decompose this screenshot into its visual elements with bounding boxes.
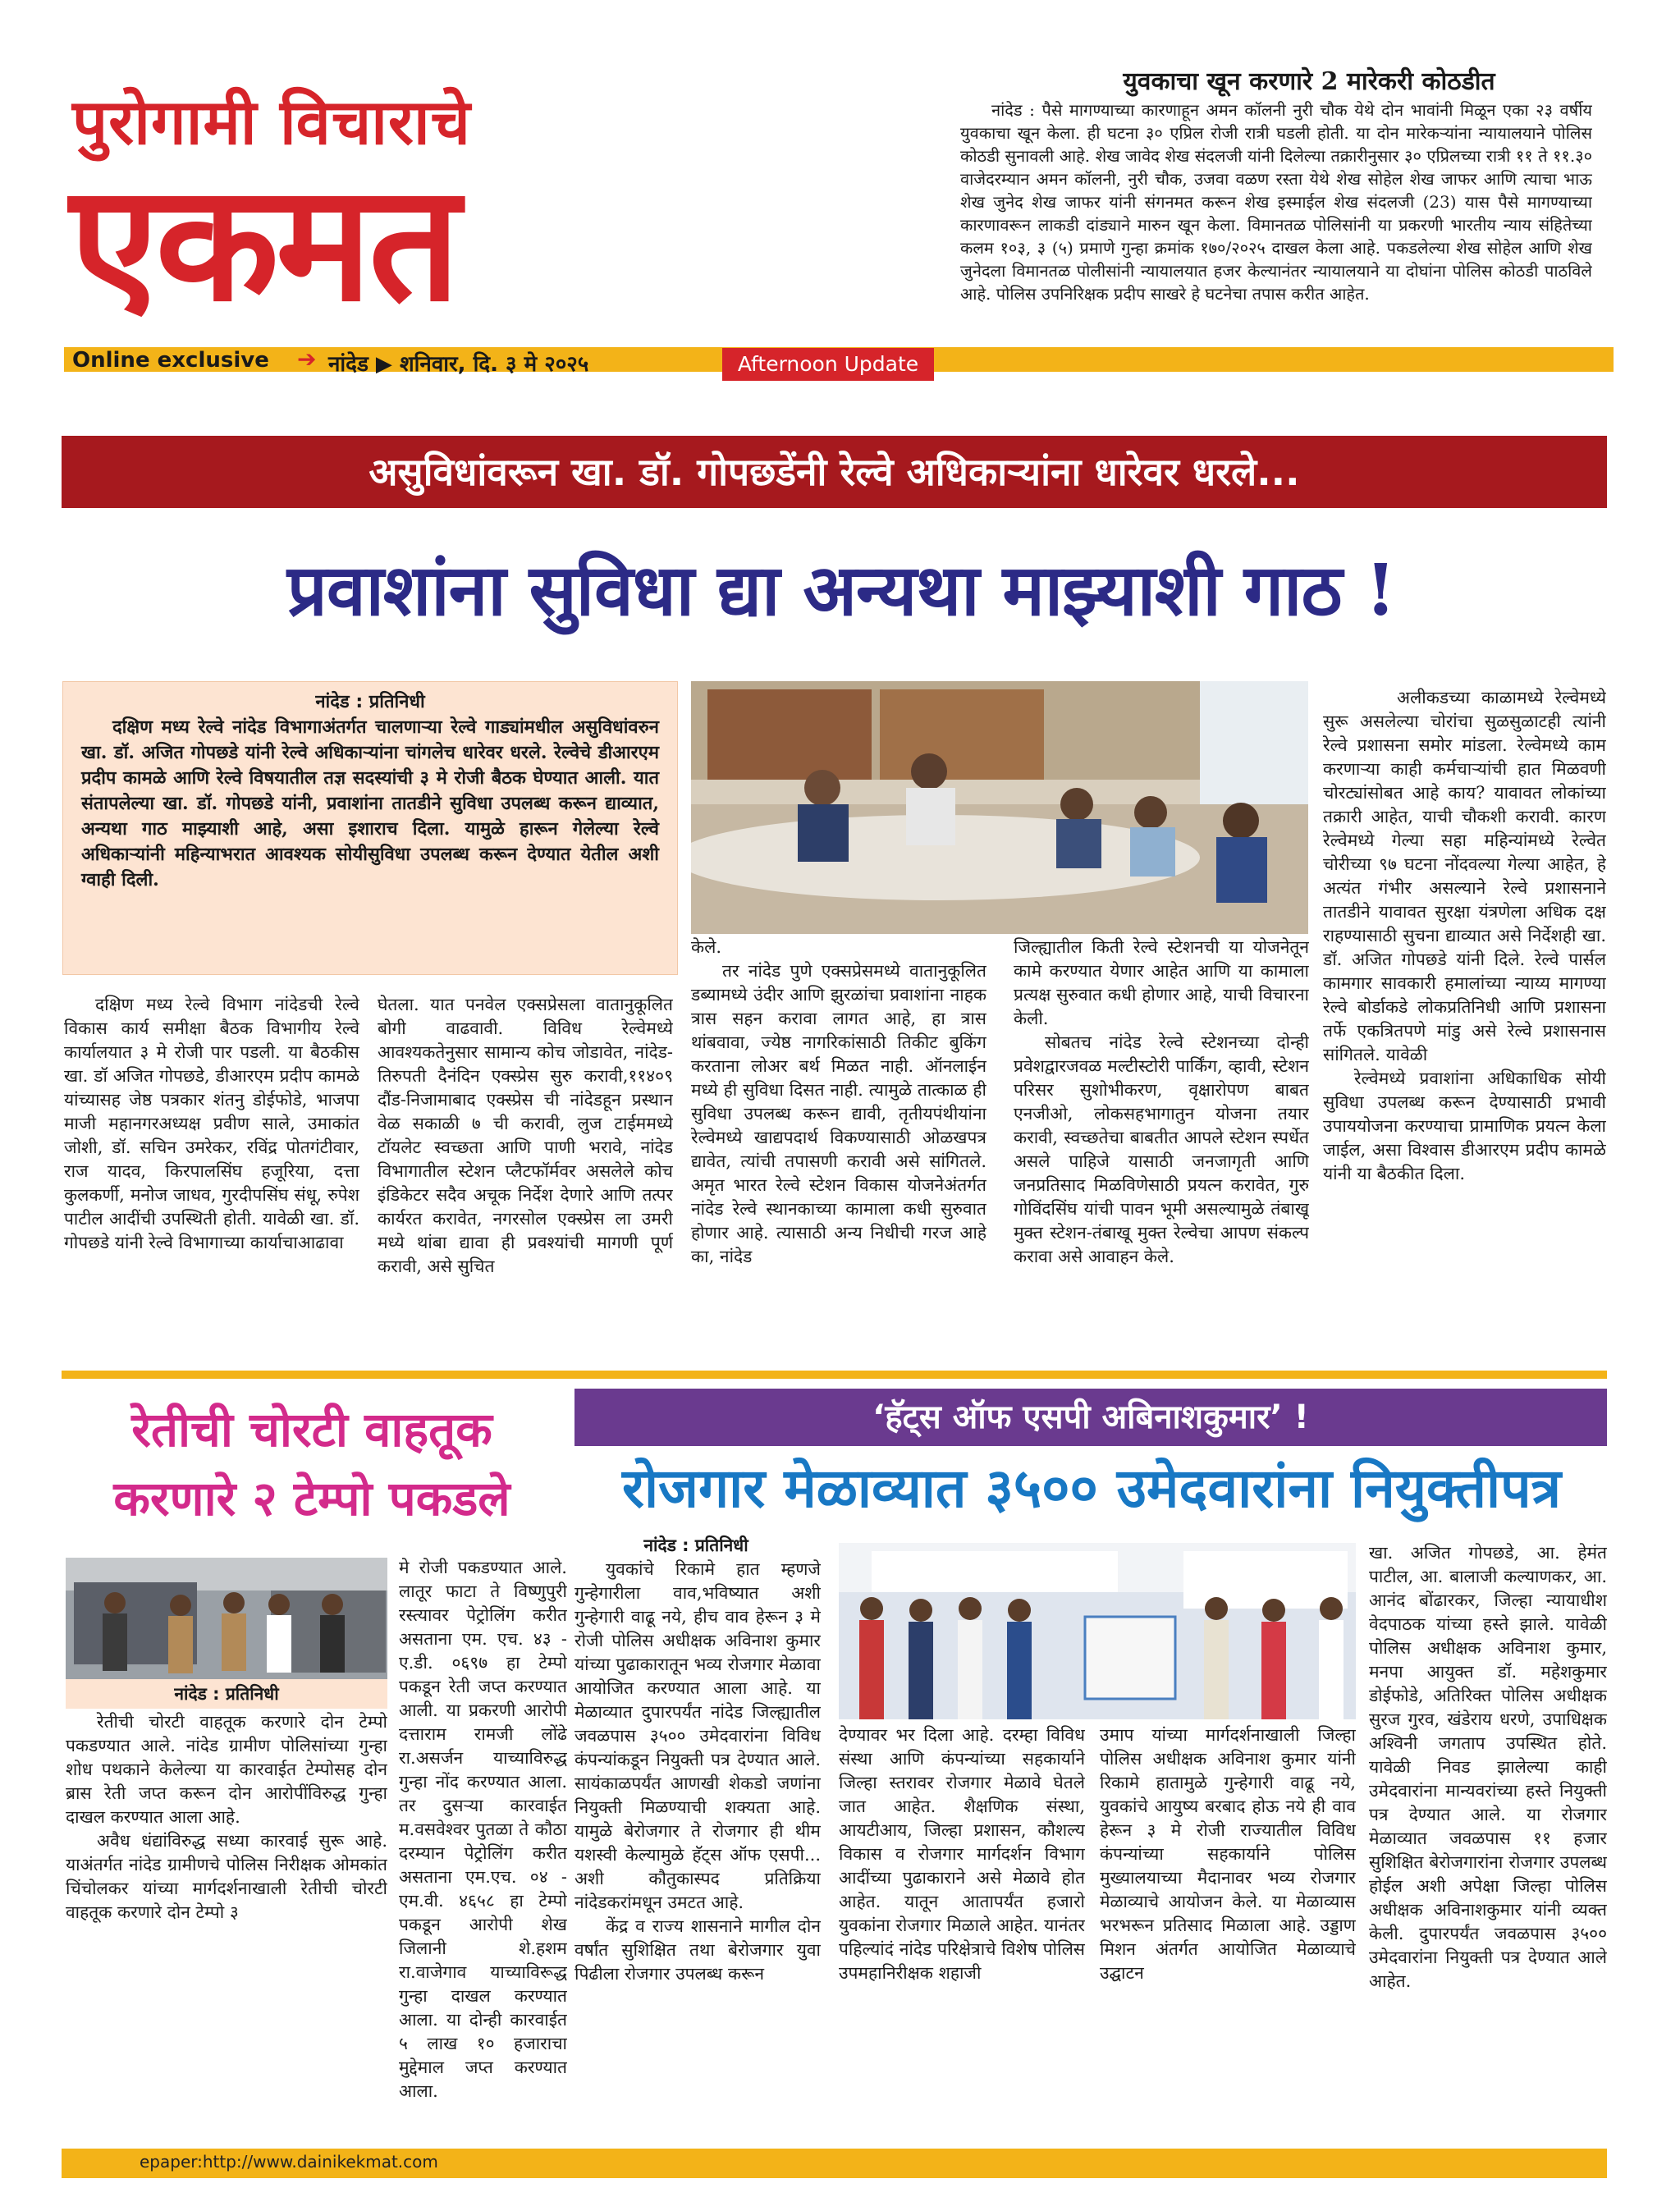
- main-col5: अलीकडच्या काळामध्ये रेल्वेमध्ये सुरू असलेल्या चोरांचा सुळसुळाटही त्यांनी रेल्वे प्रशासना समोर मांडला. रेल्वेमध्ये काम करणाऱ्या काही कर्मचाऱ्यांची हात मिळवणी चोरट्यांसोबत आहे काय? यावावत लोकांच्या तक्रारी आहेत, याची चौकशी करावी. कारण रेल्वेमध्ये गेल्या सहा महिन्यांमध्ये रेल्वेत चोरीच्या ९७ घटना नोंदवल्या गेल्या आहेत, हे अत्यंत गंभीर असल्याने रेल्वे प्रशासनाने तातडीने यावावत सुरक्षा यंत्रणेला अधिक दक्ष राहण्यासाठी सुचना द्याव्यात असे निर्देशही खा. डॉ. अजित गोपछडे यांनी दिले. रेल्वे पार्सल कामगार सावकारी हमालांच्या न्याय्य मागण्या रेल्वे बोर्डाकडे लोकप्रतिनिधी आणि प्रशासना तर्फे एकत्रितपणे मांडु असे रेल्वे प्रशासनास सांगितले. यावेळी रेल्वेमध्ये प्रवाशांना अधिकाधिक सोयी सुविधा उपलब्ध करून देण्यासाठी प्रभावी उपाययोजना करण्याचा प्रामाणिक प्रयत्न केला जाईल, असा विश्वास डीआरएम प्रदीप कामळे यांनी या बैठकीत दिला.: [1323, 688, 1606, 1183]
- main-headline: प्रवाशांना सुविधा द्या अन्यथा माझ्याशी गाठ !: [286, 549, 1396, 632]
- job-fair-photo: [839, 1543, 1356, 1719]
- sand-col2: मे रोजी पकडण्यात आले. लातूर फाटा ते विष्णुपुरी रस्त्यावर पेट्रोलिंग करीत असताना एम. एच. ४३ - ए.डी. ०६९७ हा टेम्पो पकडून रेती जप्त करण्यात आली. या प्रकरणी आरोपी दत्ताराम रामजी लोंढे रा.असर्जन याच्याविरुद्ध गुन्हा नोंद करण्यात आला. तर दुसऱ्या कारवाईत म.वसवेश्वर पुतळा ते कौठा दरम्यान पेट्रोलिंग करीत असताना एम.एच. ०४ - एम.वी. ४६५८ हा टेम्पो पकडून आरोपी शेख जिलानी शे.हशम रा.वाजेगाव याच्याविरूद्ध गुन्हा दाखल करण्यात आला. या दोन्ही कारवाईत ५ लाख १० हजाराचा मुद्देमाल जप्त करण्यात आला.: [399, 1558, 567, 2101]
- tempo-photo: [66, 1558, 387, 1679]
- masthead-title: एकमत: [70, 149, 457, 337]
- afternoon-update-badge: Afternoon Update: [722, 348, 934, 381]
- main-col3: केले. तर नांदेड पुणे एक्सप्रेसमध्ये वातानुकूलित डब्यामध्ये उंदीर आणि झुरळांचा प्रवाशांना नाहक त्रास सहन करावा लागत आहे, हा त्रास थांबवावा, ज्येष्ठ नागरिकांसाठी तिकीट बुकिंग करताना लोअर बर्थ मिळत नाही. ऑनलाईन मध्ये ही सुविधा दिसत नाही. त्यामुळे तात्काळ ही सुविधा उपलब्ध करून द्यावी, तृतीयपंथीयांना रेल्वेमध्ये खाद्यपदार्थ विकण्यासाठी ओळखपत्र द्यावेत, त्यांची तपासणी करावी असे सांगितले. अमृत भारत रेल्वे स्टेशन विकास योजनेअंतर्गत नांदेड रेल्वे स्थानकाच्या कामाला कधी सुरुवात होणार आहे. त्यासाठी अन्य निधीची गरज आहे का, नांदेड: [691, 937, 986, 1266]
- job-col4: खा. अजित गोपछडे, आ. हेमंत पाटील, आ. बालाजी कल्याणकर, आ. आनंद बोंढारकर, जिल्हा न्यायाधीश वेदपाठक यांच्या हस्ते झाले. यावेळी पोलिस अधीक्षक अविनाश कुमार, मनपा आयुक्त डॉ. महेशकुमार डोईफोडे, अतिरिक्त पोलिस अधीक्षक सुरज गुरव, खंडेराय धरणे, उपाधिक्षक अश्विनी जगताप उपस्थित होते. यावेळी निवड झालेल्या काही उमेदवारांना मान्यवरांच्या हस्ते नियुक्ती पत्र देण्यात आले. या रोजगार मेळाव्यात जवळपास ११ हजार सुशिक्षित बेरोजगारांना रोजगार उपलब्ध होईल अशी अपेक्षा जिल्हा पोलिस अधीक्षक अविनाशकुमार यांनी व्यक्त केली. दुपारपर्यंत जवळपास ३५०० उमेदवारांना नियुक्ती पत्र देण्यात आले आहेत.: [1369, 1543, 1607, 1991]
- sand-col1: रेतीची चोरटी वाहतूक करणारे दोन टेम्पो पकडण्यात आले. नांदेड ग्रामीण पोलिसांच्या गुन्हा शोध पथकाने केलेल्या या कारवाईत टेम्पोसह दोन ब्रास रेती जप्त करून दोन आरोपींविरुद्ध गुन्हा दाखल करण्यात आला आहे. अवैध धंद्यांविरुद्ध सध्या कारवाई सुरू आहे. याअंतर्गत नांदेड ग्रामीणचे पोलिस निरीक्षक ओमकांत चिंचोलकर यांच्या मार्गदर्शनाखाली रेतीची चोरटी वाहतूक करणारे दोन टेम्पो ३: [66, 1712, 387, 1922]
- dateline: नांदेड ▶ शनिवार, दि. ३ मे २०२५: [328, 352, 589, 377]
- main-col2: घेतला. यात पनवेल एक्सप्रेसला वातानुकूलित बोगी वाढवावी. विविध रेल्वेमध्ये आवश्यकतेनुसार सामान्य कोच जोडावेत, नांदेड- तिरुपती दैनंदिन एक्स्प्रेस सुरु करावी,११४०९ दौंड-निजामाबाद एक्स्प्रेस ची नांदेडहून प्रस्थान वेळ सकाळी ७ ची करावी, लुज टाईममध्ये टॉयलेट स्वच्छता आणि पाणी भरावे, नांदेड विभागातील स्टेशन प्लैटफॉर्मवर असलेले कोच इंडिकेटर सदैव अचूक निर्देश देणारे आणि तत्पर कार्यरत करावेत, नगरसोल एक्स्प्रेस ला उमरी मध्ये थांबा द्यावा ही प्रवश्यांची मागणी पूर्ण करावी, असे सुचित: [378, 995, 673, 1276]
- main-col4: जिल्ह्यातील किती रेल्वे स्टेशनची या योजनेतून कामे करण्यात येणार आहेत आणि या कामाला प्रत्यक्ष सुरुवात कधी होणार आहे, याची विचारना केली. सोबतच नांदेड रेल्वे स्टेशनच्या दोन्ही प्रवेशद्वारजवळ मल्टीस्टोरी पार्किंग, व्हावी, स्टेशन परिसर सुशोभीकरण, वृक्षारोपण बाबत एनजीओ, लोकसहभागातुन योजना तयार करावी, स्वच्छतेचा बाबतीत आपले स्टेशन स्पर्धेत असले पाहिजे यासाठी जनजागृती आणि जनप्रतिसाद मिळविणेसाठी प्रयत्न करावेत, गुरु गोविंदसिंघ यांची पावन भूमी असल्यामुळे तंबाखू मुक्त स्टेशन-तंबाखू मुक्त रेल्वेचा आपण संकल्प करावा असे आवाहन केले.: [1014, 937, 1309, 1266]
- sand-headline: [62, 1395, 562, 1533]
- lead-dateline: नांदेड : प्रतिनिधी: [315, 692, 425, 712]
- job-col2: देण्यावर भर दिला आहे. दरम्हा विविध संस्था आणि कंपन्यांच्या सहकार्याने जिल्हा स्तरावर रोजगार मेळावे घेतले जात आहेत. शैक्षणिक संस्था, आयटीआय, जिल्हा प्रशासन, कौशल्य विकास व रोजगार मार्गदर्शन विभाग आदींच्या पुढाकाराने असे मेळावे होत आहेत. यातून आतापर्यंत हजारो युवकांना रोजगार मिळाले आहेत. यानंतर पहिल्यांदं नांदेड परिक्षेत्राचे विशेष पोलिस उपमहानिरीक्षक शहाजी: [839, 1725, 1085, 1983]
- sp-band: ‘हॅट्स ऑफ एसपी अबिनाशकुमार’ !: [574, 1389, 1607, 1446]
- job-fair-headline: रोजगार मेळाव्यात ३५०० उमेदवारांना नियुक्तीपत्र: [621, 1456, 1562, 1520]
- brief-body: नांदेड : पैसे मागण्याच्या कारणाहून अमन कॉलनी नुरी चौक येथे दोन भावांनी मिळून एका २३ वर्षीय युवकाचा खून केला. ही घटना ३० एप्रिल रोजी रात्री घडली होती. या दोन मारेकऱ्यांना न्यायालयाने पोलिस कोठडी सुनावली आहे. शेख जावेद शेख संदलजी यांनी दिलेल्या तक्रारीनुसार ३० एप्रिलच्या रात्री ११ ते ११.३० वाजेदरम्यान अमन कॉलनी, नुरी चौक, उजवा वळण रस्ता येथे शेख सोहेल शेख जाफर आणि त्याचा भाऊ शेख जुनेद शेख जाफर यांनी संगनमत करून शेख इस्माईल शेख संदलजी (23) यास पैसे मागण्याच्या कारणावरून लाकडी दांड्याने मारुन खून केला. विमानतळ पोलिसांनी या प्रकरणी भारतीय न्याय संहितेच्या कलम १०३, ३ (५) प्रमाणे गुन्हा क्रमांक १७०/२०२५ दाखल केला आहे. पकडलेल्या शेख सोहेल आणि शेख जुनेदला विमानतळ पोलीसांनी न्यायालयात हजर केल्यानंतर न्यायालयाने या दोघांना पोलिस कोठडी पाठविले आहे. पोलिस उपनिरिक्षक प्रदीप साखरे हे घटनेचा तपास करीत आहेत.: [960, 100, 1592, 304]
- sand-dateline: नांदेड : प्रतिनिधी: [66, 1679, 387, 1709]
- arrow-icon: ➔: [297, 346, 317, 373]
- lead-text: दक्षिण मध्य रेल्वे नांदेड विभागाअंतर्गत चालणाऱ्या रेल्वे गाड्यांमधील असुविधांवरुन खा. डॉ. अजित गोपछडे यांनी रेल्वे अधिकाऱ्यांना चांगलेच धारेवर धरले. रेल्वेचे डीआरएम प्रदीप कामळे आणि रेल्वे विषयातील तज्ञ सदस्यांची ३ मे रोजी बैठक घेण्यात आली. यात संतापलेल्या खा. डॉ. गोपछडे यांनी, प्रवाशांना तातडीने सुविधा उपलब्ध करून द्याव्यात, अन्यथा गाठ माझ्याशी आहे, असा इशाराच दिला. यामुळे हारून गेलेल्या रेल्वे अधिकाऱ्यांनी महिन्याभरात आवश्यक सोयीसुविधा उपलब्ध करून देण्यात येतील अशी ग्वाही दिली.: [81, 716, 659, 890]
- brief-title: युवकाचा खून करणारे 2 मारेकरी कोठडीत: [1123, 67, 1495, 96]
- online-exclusive-label: Online exclusive: [72, 348, 269, 373]
- sand-headline-line1: रेतीची चोरटी वाहतूक: [131, 1402, 492, 1458]
- masthead-tagline: पुरोगामी विचाराचे: [72, 85, 471, 158]
- job-col1: युवकांचे रिकामे हात म्हणजे गुन्हेगारीला वाव,भविष्यात अशी गुन्हेगारी वाढू नये, हीच वाव हेरून ३ मे रोजी पोलिस अधीक्षक अविनाश कुमार यांच्या पुढाकारातून भव्य रोजगार मेळावा आयोजित करण्यात आला आहे. या मेळाव्यात दुपारपर्यंत नांदेड जिल्ह्यातील जवळपास ३५०० उमेदवारांना विविध कंपन्यांकडून नियुक्ती पत्र देण्यात आले. सायंकाळपर्यंत आणखी शेकडो जणांना नियुक्ती मिळण्याची शक्यता आहे. यामुळे बेरोजगार ते रोजगार ही थीम यशस्वी केल्यामुळे हॅट्स ऑफ एसपी... अशी कौतुकास्पद प्रतिक्रिया नांदेडकरांमधून उमटत आहे. केंद्र व राज्य शासनाने मागील दोन वर्षांत सुशिक्षित तथा बेरोजगार युवा पिढीला रोजगार उपलब्ध करून: [574, 1559, 821, 1984]
- lead-box: [62, 681, 678, 975]
- epaper-link[interactable]: epaper:http://www.dainikekmat.com: [140, 2152, 438, 2172]
- sand-headline-line2: करणारे २ टेम्पो पकडले: [113, 1471, 510, 1526]
- job-col3: उमाप यांच्या मार्गदर्शनाखाली जिल्हा पोलिस अधीक्षक अविनाश कुमार यांनी रिकामे हातामुळे गुन्हेगारी वाढू नये, युवकांचे आयुष्य बरबाद होऊ नये ही वाव हेरून ३ मे रोजी राज्यातील विविध कंपन्यांच्या सहकार्याने पोलिस मुख्यालयाच्या मैदानावर भव्य रोजगार मेळाव्याचे आयोजन केले. या मेळाव्यास भरभरून प्रतिसाद मिळाला आहे. उड्डाण मिशन अंतर्गत आयोजित मेळाव्याचे उद्घाटन: [1100, 1725, 1356, 1983]
- main-kicker: असुविधांवरून खा. डॉ. गोपछडेंनी रेल्वे अधिकाऱ्यांना धारेवर धरले...: [62, 436, 1607, 508]
- job-dateline: नांदेड : प्रतिनिधी: [643, 1536, 748, 1555]
- section-divider: [62, 1371, 1607, 1379]
- main-col1: दक्षिण मध्य रेल्वे विभाग नांदेडची रेल्वे विकास कार्य समीक्षा बैठक विभागीय रेल्वे कार्यालयात ३ मे रोजी पार पडली. या बैठकीस खा. डॉ अजित गोपछडे, डीआरएम प्रदीप कामळे यांच्यासह जेष्ठ पत्रकार शंतनु डोईफोडे, भाजपा माजी महानगरअध्यक्ष प्रवीण साले, उमाकांत जोशी, डॉ. सचिन उमरेकर, रविंद्र पोतगंटीवार, राज यादव, किरपालसिंघ हजूरिया, दत्ता कुलकर्णी, मनोज जाधव, गुरदीपसिंघ संधू, रुपेश पाटील आदींची उपस्थिती होती. यावेळी खा. डॉ. गोपछडे यांनी रेल्वे विभागाच्या कार्याचाआढावा: [64, 995, 359, 1252]
- meeting-photo: [691, 681, 1308, 934]
